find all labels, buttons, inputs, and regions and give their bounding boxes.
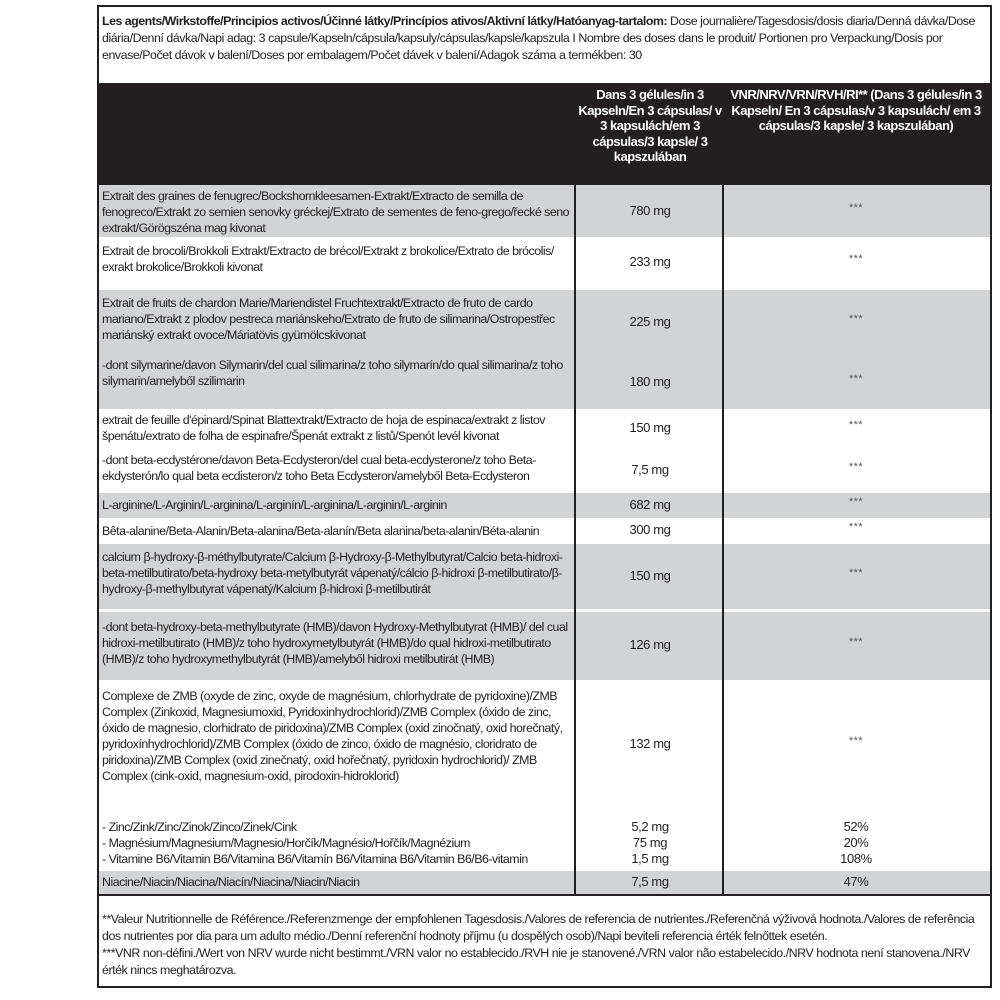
ingredient-amount: 126 mg [629, 637, 671, 652]
ingredient-amount: 7,5 mg [631, 462, 669, 477]
ingredient-nrv: *** [848, 521, 864, 533]
table-bottom-rule [99, 894, 990, 896]
ingredient-nrv: *** [848, 253, 864, 265]
ingredient-amount: 132 mg [629, 736, 671, 751]
ingredient-name: Complexe de ZMB (oxyde de zinc, oxyde de magnésium, chlorhydrate de pyridoxine)/ZMB Complex (Zinkoxid, Magnesiumoxid, Pyridoxinhydrochlorid)/ZMB Complex (óxido de zinc, óxido de magnesio, clorhidrato de piridoxina)/ZMB Complex (oxid zinočnatý, oxid horečnatý, pyridoxínhydrochlorid)/ZMB Complex (óxido de zinco, óxido de magnésio, cloridrato de piridoxina)/ZMB Complex (oxid zinečnatý, oxid hořečnatý, pyridoxin hydrochlorid)/ ZMB Complex (cink-oxid, magnesium-oxid, pirodoxin-hidroklorid) [102, 689, 563, 783]
intro-text [102, 13, 986, 64]
table-row [99, 518, 990, 544]
active-ingredients-label: Les agents/Wirkstoffe/Principios activos/Účinné látky/Princípios ativos/Aktivní látky/Hatóanyag-tartalom: [102, 14, 668, 28]
ingredient-amount: 75 mg [632, 835, 668, 850]
ingredient-nrv: *** [848, 567, 864, 579]
table-row [99, 871, 990, 894]
ingredient-amount: 150 mg [629, 420, 671, 435]
ingredient-nrv: 20% [843, 835, 869, 850]
ingredient-amount: 5,2 mg [631, 819, 669, 834]
ingredient-name: Niacine/Niacin/Niacina/Niacín/Niacina/Niacin/Niacin [102, 875, 360, 889]
ingredient-name: extrait de feuille d'épinard/Spinat Blattextrakt/Extracto de hoja de espinaca/extrakt z listov špenátu/extrato de folha de espinafre/Špenát extrakt z listů/Spenót levél kivonat [102, 413, 545, 443]
footnotes [102, 911, 986, 979]
ingredient-nrv: *** [848, 313, 864, 325]
ingredient-nrv: 47% [843, 874, 869, 889]
ingredient-amount: 150 mg [629, 568, 671, 583]
ingredient-nrv: *** [848, 735, 864, 747]
ingredient-name: - Vitamine B6/Vitamin B6/Vitamina B6/Vitamín B6/Vitamina B6/Vitamin B6/B6-vitamin [102, 852, 528, 866]
not-defined-footnote: ***VNR non-défini./Wert von NRV wurde nicht bestimmt./VRN valor no establecido./RVH nie je stanovené./VRN valor não estabelecido./NRV hodnota není stanovena./NRV érték nincs meghatározva. [102, 946, 970, 977]
ingredient-name: Extrait de fruits de chardon Marie/Mariendistel Fruchtextrakt/Extracto de fruto de cardo mariano/Extrakt z plodov pestreca mariánskeho/Extrato de fruto de silimarina/Ostropestřec mariánský extrakt ovoce/Máriatövis gyümölcskivonat [102, 296, 555, 342]
column-divider [574, 185, 576, 895]
dose-info: Dose journalière/Tagesdosis/dosis diaria/Denná dávka/Dose diária/Denní dávka/Napi adag: 3 capsule/Kapseln/cápsula/kapsuly/cápsulas/kapsle/kapszula I Nombre des doses dans le produit/ Portionen pro Verpackung/Dosis por envase/Počet dávok v balení/Doses por embalagem/Počet dávek v balení/Adagok száma a termékben: 30 [102, 14, 975, 62]
ingredient-amount: 180 mg [629, 374, 671, 389]
amount-column-header: Dans 3 gélules/in 3 Kapseln/En 3 cápsulas/ v 3 kapsulách/em 3 cápsulas/3 kapsle/ 3 kapszulában [578, 87, 722, 164]
ingredient-amount: 1,5 mg [631, 851, 669, 866]
table-row-group [99, 290, 990, 409]
nrv-column-header: VNR/NRV/VRN/RVH/RI** (Dans 3 gélules/in 3 Kapseln/ En 3 cápsulas/v 3 kapsulách/ em 3 cápsulas/3 kapsle/ 3 kapszulában) [730, 87, 982, 133]
ingredient-amount: 225 mg [629, 314, 671, 329]
ingredient-amount: 780 mg [629, 203, 671, 218]
column-divider [722, 185, 724, 895]
ingredient-nrv: 52% [843, 819, 869, 834]
ingredient-name: - Zinc/Zink/Zinc/Zinok/Zinco/Zinek/Cink [102, 820, 297, 834]
ingredient-nrv: 108% [840, 851, 872, 866]
ingredient-nrv: *** [848, 496, 864, 508]
ingredient-name: Bêta-alanine/Beta-Alanin/Beta-alanina/Beta-alanín/Beta alanina/beta-alanin/Béta-alanin [102, 524, 540, 538]
supplement-facts-panel [97, 5, 992, 988]
table-header [99, 83, 990, 185]
ingredient-name: calcium β-hydroxy-β-méthylbutyrate/Calcium β-Hydroxy-β-Methylbutyrat/Calcio beta-hidroxi-beta-metilbutirato/beta-hydroxy beta-metylbutyrát vápenatý/cálcio β-hidroxi β-metilbutirato/β-hydroxy-β-methylbutyrat vápenatý/Kalcium β-hidroxi β-metilbutirát [102, 550, 563, 596]
ingredient-nrv: *** [848, 373, 864, 385]
ingredient-name: Extrait de brocoli/Brokkoli Extrakt/Extracto de brécol/Extrakt z brokolice/Extrato de brócolis/ exrakt brokolice/Brokkoli kivonat [102, 244, 554, 274]
ingredient-amount: 7,5 mg [631, 874, 669, 889]
ingredient-name: L-arginine/L-Arginin/L-arginina/L-arginín/L-arginina/L-arginin/L-arginin [102, 498, 447, 512]
table-row-group [99, 409, 990, 493]
ingredient-amount: 682 mg [629, 497, 671, 512]
nrv-footnote: **Valeur Nutritionnelle de Référence./Referenzmenge der empfohlenen Tagesdosis./Valores de referencia de nutrientes./Referenčná výživová hodnota./Valores de referência dos nutrientes por dia para um adulto médio./Denní referenční hodnoty příjmu (u dospělých osob)/Napi beviteli referencia érték felnőttek esetén. [102, 912, 975, 943]
ingredient-nrv: *** [848, 461, 864, 473]
ingredient-amount: 233 mg [629, 254, 671, 269]
table-row-group [99, 680, 990, 895]
ingredient-amount: 300 mg [629, 522, 671, 537]
ingredient-name: -dont beta-ecdystérone/davon Beta-Ecdysteron/del cual beta-ecdysterone/z toho Beta-ekdysterón/lo qual beta ecdisteron/z toho Beta Ecdysteron/amelyből Beta-Ecdysteron [102, 453, 536, 483]
table-row [99, 612, 990, 680]
ingredient-name: -dont beta-hydroxy-beta-methylbutyrate (HMB)/davon Hydroxy-Methylbutyrat (HMB)/ del cual hidroxi-metilbutirato (HMB)/z toho hydroxymetylbutyrát (HMB)/do qual hidroxi-metilbutirato (HMB)/z toho hydroxymethylbutyrát (HMB)/amelyből hidroxi metilbutirát (HMB) [102, 620, 568, 666]
table-row [99, 493, 990, 518]
ingredient-name: -dont silymarine/davon Silymarin/del cual silimarina/z toho silymarín/do qual silimarina/z toho silymarin/amelyből szilimarin [102, 358, 563, 388]
ingredient-nrv: *** [848, 202, 864, 214]
table-row [99, 185, 990, 237]
table-row [99, 544, 990, 609]
ingredient-name: - Magnésium/Magnesium/Magnesio/Horčík/Magnésio/Hořčík/Magnézium [102, 836, 470, 850]
table-row [99, 237, 990, 290]
ingredient-nrv: *** [848, 636, 864, 648]
ingredient-nrv: *** [848, 419, 864, 431]
ingredient-name: Extrait des graines de fenugrec/Bockshornkleesamen-Extrakt/Extracto de semilla de fenogreco/Extrakt zo semien senovky gréckej/Extrato de sementes de feno-grego/řecké seno extrakt/Görögszéna mag kivonat [102, 189, 570, 235]
